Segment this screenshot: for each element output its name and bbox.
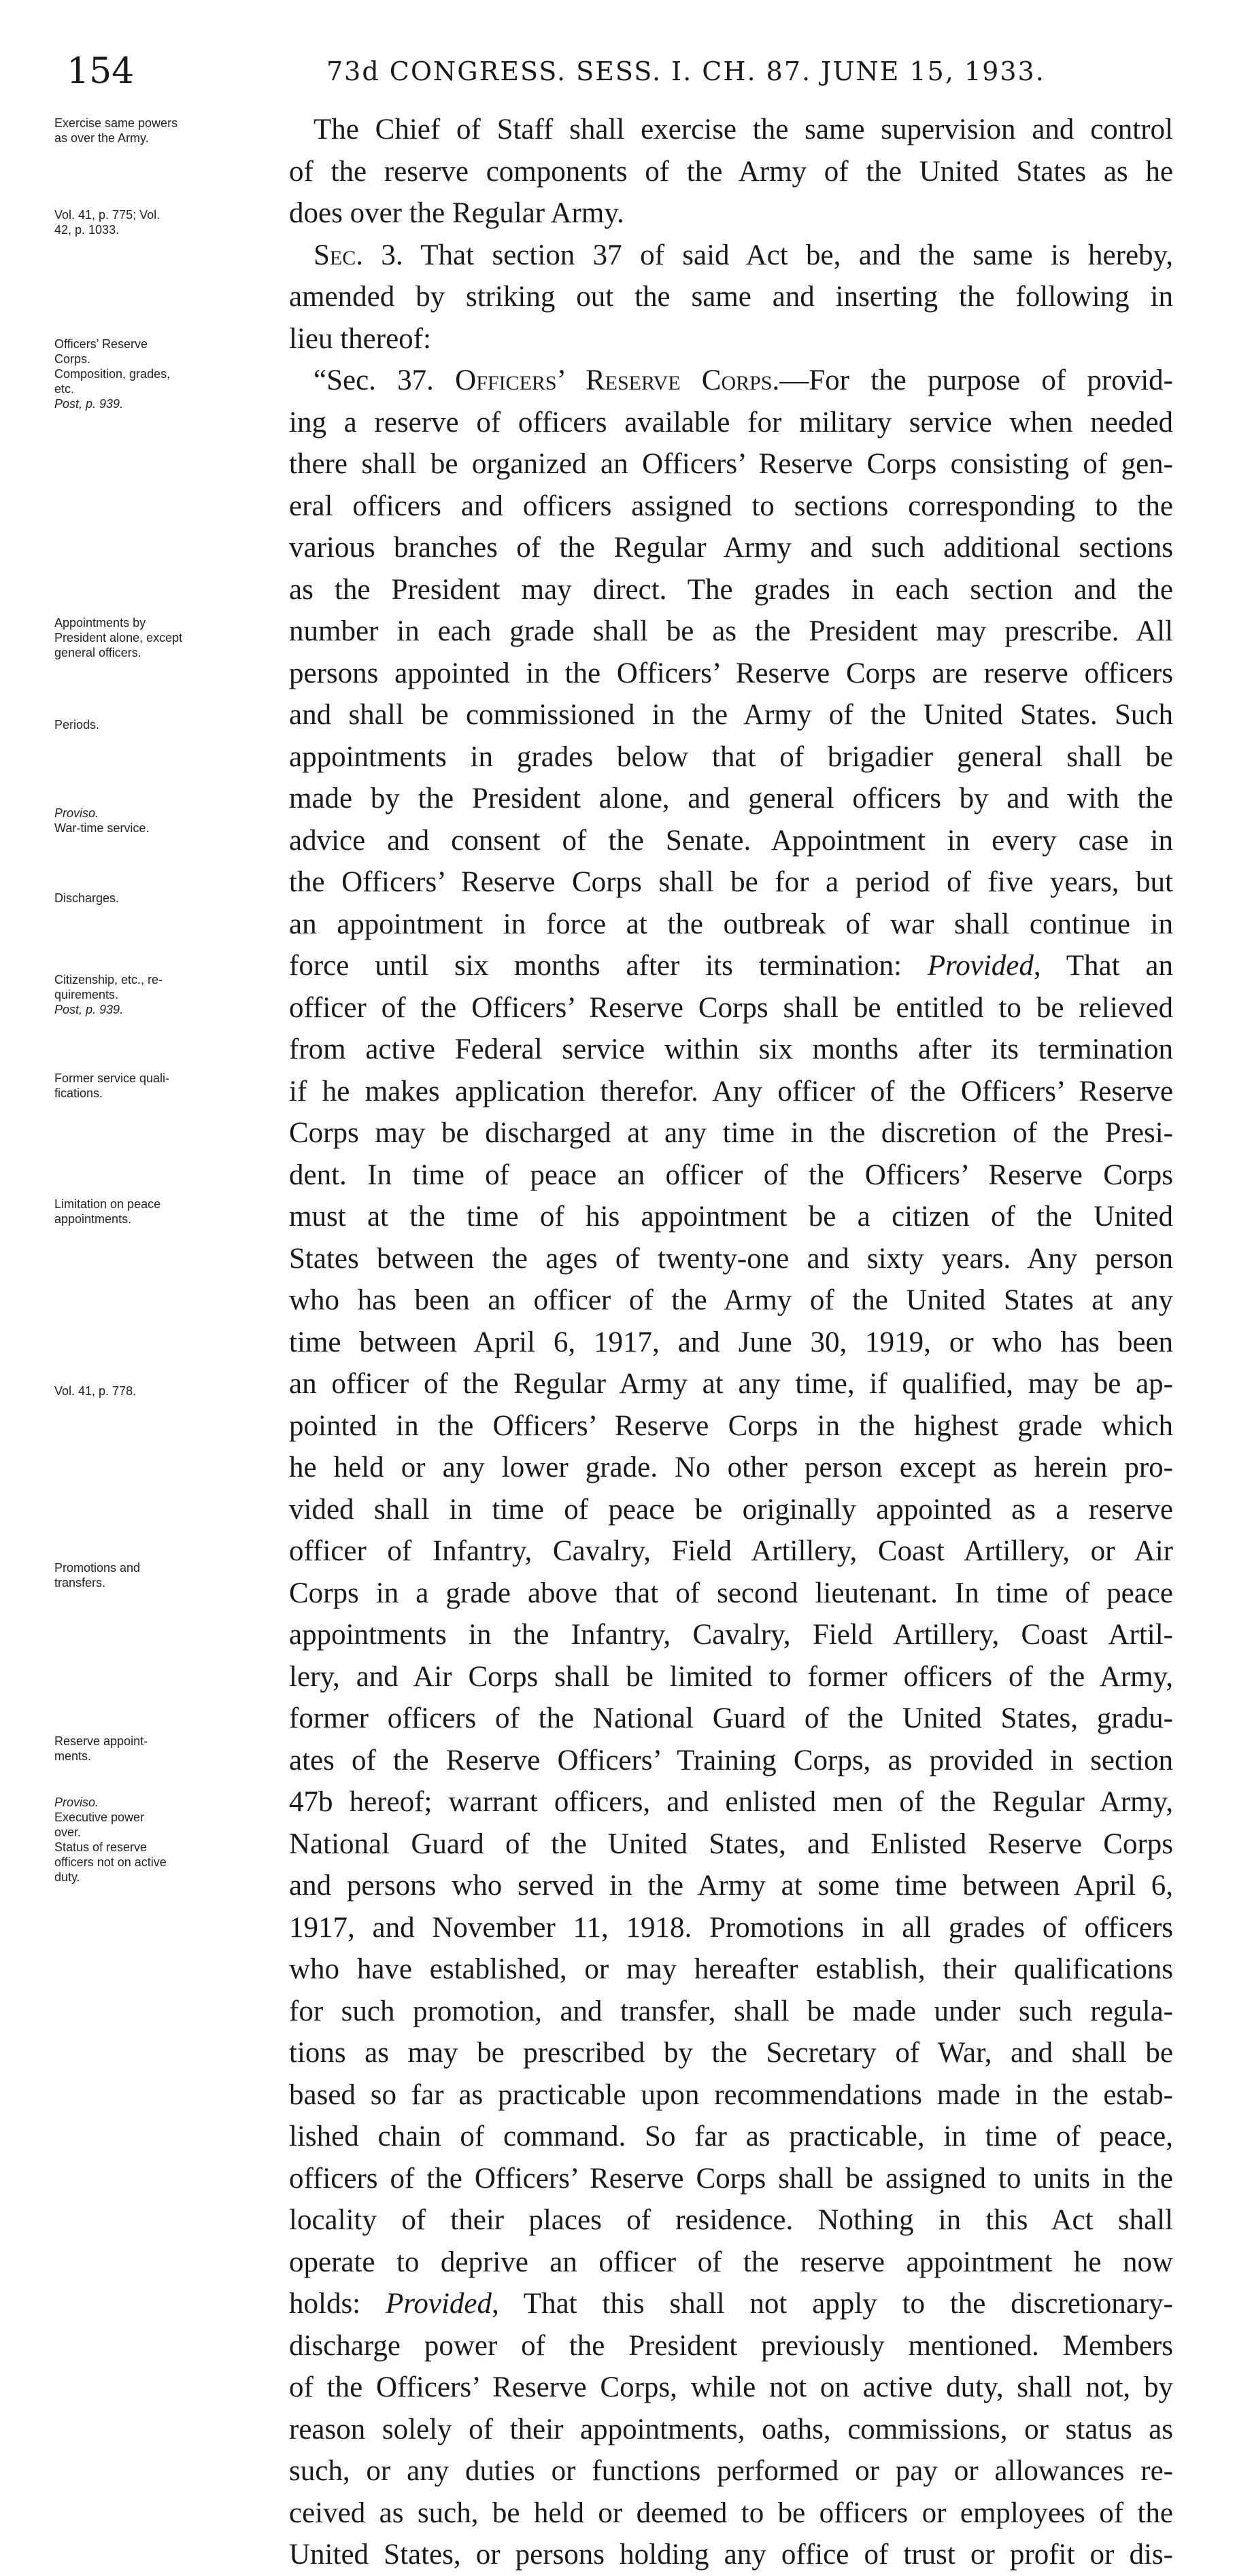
text-line: the Officers’ Reserve Corps shall be for a period of five years, but: [289, 866, 1173, 898]
text-line: time between April 6, 1917, and June 30, 1919, or who has been: [289, 1326, 1173, 1358]
text-line: ing a reserve of officers available for military service when needed: [289, 406, 1173, 439]
text-line: United States, or persons holding any office of trust or profit or dis-: [289, 2539, 1173, 2571]
text-line: number in each grade shall be as the President may prescribe. All: [289, 615, 1173, 647]
text-line: made by the President alone, and general officers by and with the: [289, 783, 1173, 814]
statute-text: [289, 109, 1173, 2576]
margin-note: Appointments by President alone, except general officers.: [54, 616, 183, 659]
text-line: and persons who served in the Army at some time between April 6,: [289, 1870, 1173, 1902]
text-line: former officers of the National Guard of the United States, gradu-: [289, 1702, 1173, 1734]
text-line: dent. In time of peace an officer of the Officers’ Reserve Corps: [289, 1158, 1173, 1191]
margin-note: Promotions and transfers.: [54, 1561, 141, 1590]
margin-note: Citizenship, etc., re- quirements. Post, p. 939.: [54, 973, 163, 1016]
text-line: of the Officers’ Reserve Corps, while not on active duty, shall not, by: [289, 2371, 1173, 2403]
text-line: pointed in the Officers’ Reserve Corps in the highest grade which: [289, 1409, 1173, 1442]
text-line: appointments in the Infantry, Cavalry, Field Artillery, Coast Artil-: [289, 1619, 1173, 1651]
italic-run: Provided: [927, 950, 1034, 982]
text-line: from active Federal service within six months after its termination: [289, 1033, 1173, 1065]
margin-note: Proviso. War-time service.: [54, 806, 150, 835]
small-caps-run: Officers’ Reserve Corps: [455, 364, 773, 396]
text-line: various branches of the Regular Army and such additional sections: [289, 532, 1173, 564]
text-line: and shall be commissioned in the Army of the United States. Such: [289, 699, 1173, 731]
text-line: advice and consent of the Senate. Appointment in every case in: [289, 824, 1173, 857]
text-line: such, or any duties or functions performed or pay or allowances re-: [289, 2455, 1173, 2487]
text-line: operate to deprive an officer of the reserve appointment he now: [289, 2246, 1173, 2278]
page-number: 154: [67, 51, 135, 92]
margin-note: Discharges.: [54, 891, 120, 905]
page-header: [0, 48, 1252, 95]
text-line: lery, and Air Corps shall be limited to former officers of the Army,: [289, 1660, 1173, 1693]
text-line: discharge power of the President previously mentioned. Members: [289, 2329, 1173, 2362]
italic-run: Provided: [385, 2288, 492, 2320]
text-line: appointments in grades below that of brigadier general shall be: [289, 740, 1173, 773]
text-line: who has been an officer of the Army of the United States at any: [289, 1284, 1173, 1316]
text-line: lieu thereof:: [289, 322, 431, 355]
margin-note: Vol. 41, p. 778.: [54, 1384, 137, 1398]
running-head: 73d CONGRESS. SESS. I. CH. 87. JUNE 15, 1933.: [326, 56, 1045, 86]
margin-note: Officers’ Reserve Corps. Composition, grades, etc. Post, p. 939.: [54, 337, 171, 411]
small-caps-run: Sec.: [314, 239, 363, 271]
margin-note: Reserve appoint- ments.: [54, 1734, 148, 1763]
text-line: of the reserve components of the Army of the United States as he: [289, 155, 1173, 188]
margin-note: Limitation on peace appointments.: [54, 1197, 161, 1226]
margin-note: Proviso. Executive power over. Status of reserve officers not on active duty.: [54, 1796, 167, 1884]
text-line: amended by striking out the same and inserting the following in: [289, 281, 1173, 313]
text-line: eral officers and officers assigned to sections corresponding to the: [289, 490, 1173, 522]
text-line: States between the ages of twenty-one and sixty years. Any person: [289, 1242, 1173, 1275]
text-line: if he makes application therefor. Any officer of the Officers’ Reserve: [289, 1075, 1173, 1107]
text-line: does over the Regular Army.: [289, 197, 624, 229]
text-line: The Chief of Staff shall exercise the same supervision and control: [314, 114, 1173, 145]
text-line: as the President may direct. The grades in each section and the: [289, 573, 1173, 606]
text-line: force until six months after its termination: Provided, That an: [289, 950, 1173, 982]
margin-note: Former service quali- fications.: [54, 1071, 170, 1100]
text-line: ates of the Reserve Officers’ Training Corps, as provided in section: [289, 1744, 1173, 1776]
margin-note: Exercise same powers as over the Army.: [54, 116, 178, 145]
text-line: who have established, or may hereafter establish, their qualifications: [289, 1953, 1173, 1985]
text-line: must at the time of his appointment be a citizen of the United: [289, 1201, 1173, 1233]
margin-note: Vol. 41, p. 775; Vol. 42, p. 1033.: [54, 208, 160, 237]
text-line: for such promotion, and transfer, shall be made under such regula-: [289, 1995, 1173, 2027]
text-line: “Sec. 37. Officers’ Reserve Corps.—For the purpose of provid-: [314, 364, 1173, 396]
margin-notes: [54, 116, 279, 1884]
text-line: there shall be organized an Officers’ Reserve Corps consisting of gen-: [289, 448, 1173, 480]
text-line: Corps may be discharged at any time in the discretion of the Presi-: [289, 1117, 1173, 1149]
text-line: National Guard of the United States, and Enlisted Reserve Corps: [289, 1827, 1173, 1860]
text-line: Corps in a grade above that of second lieutenant. In time of peace: [289, 1577, 1173, 1609]
text-line: Sec. 3. That section 37 of said Act be, and the same is hereby,: [314, 239, 1173, 271]
text-line: ceived as such, be held or deemed to be officers or employees of the: [289, 2496, 1173, 2529]
text-line: holds: Provided, That this shall not apply to the discretionary-: [289, 2288, 1173, 2320]
text-line: persons appointed in the Officers’ Reserve Corps are reserve officers: [289, 657, 1173, 689]
text-line: officers of the Officers’ Reserve Corps shall be assigned to units in the: [289, 2162, 1173, 2195]
text-line: tions as may be prescribed by the Secretary of War, and shall be: [289, 2037, 1173, 2069]
text-line: lished chain of command. So far as practicable, in time of peace,: [289, 2120, 1173, 2152]
text-line: he held or any lower grade. No other person except as herein pro-: [289, 1452, 1173, 1483]
text-line: based so far as practicable upon recommendations made in the estab-: [289, 2078, 1173, 2111]
text-line: an appointment in force at the outbreak of war shall continue in: [289, 908, 1173, 940]
text-line: 1917, and November 11, 1918. Promotions in all grades of officers: [289, 1911, 1173, 1944]
text-line: reason solely of their appointments, oaths, commissions, or status as: [289, 2413, 1173, 2445]
text-line: 47b hereof; warrant officers, and enlisted men of the Regular Army,: [289, 1786, 1173, 1818]
text-line: an officer of the Regular Army at any time, if qualified, may be ap-: [289, 1368, 1173, 1400]
text-line: officer of the Officers’ Reserve Corps shall be entitled to be relieved: [289, 991, 1173, 1024]
text-line: vided shall in time of peace be originally appointed as a reserve: [289, 1493, 1173, 1526]
text-line: officer of Infantry, Cavalry, Field Artillery, Coast Artillery, or Air: [289, 1535, 1173, 1567]
margin-note: Periods.: [54, 718, 100, 732]
text-line: locality of their places of residence. Nothing in this Act shall: [289, 2204, 1173, 2236]
